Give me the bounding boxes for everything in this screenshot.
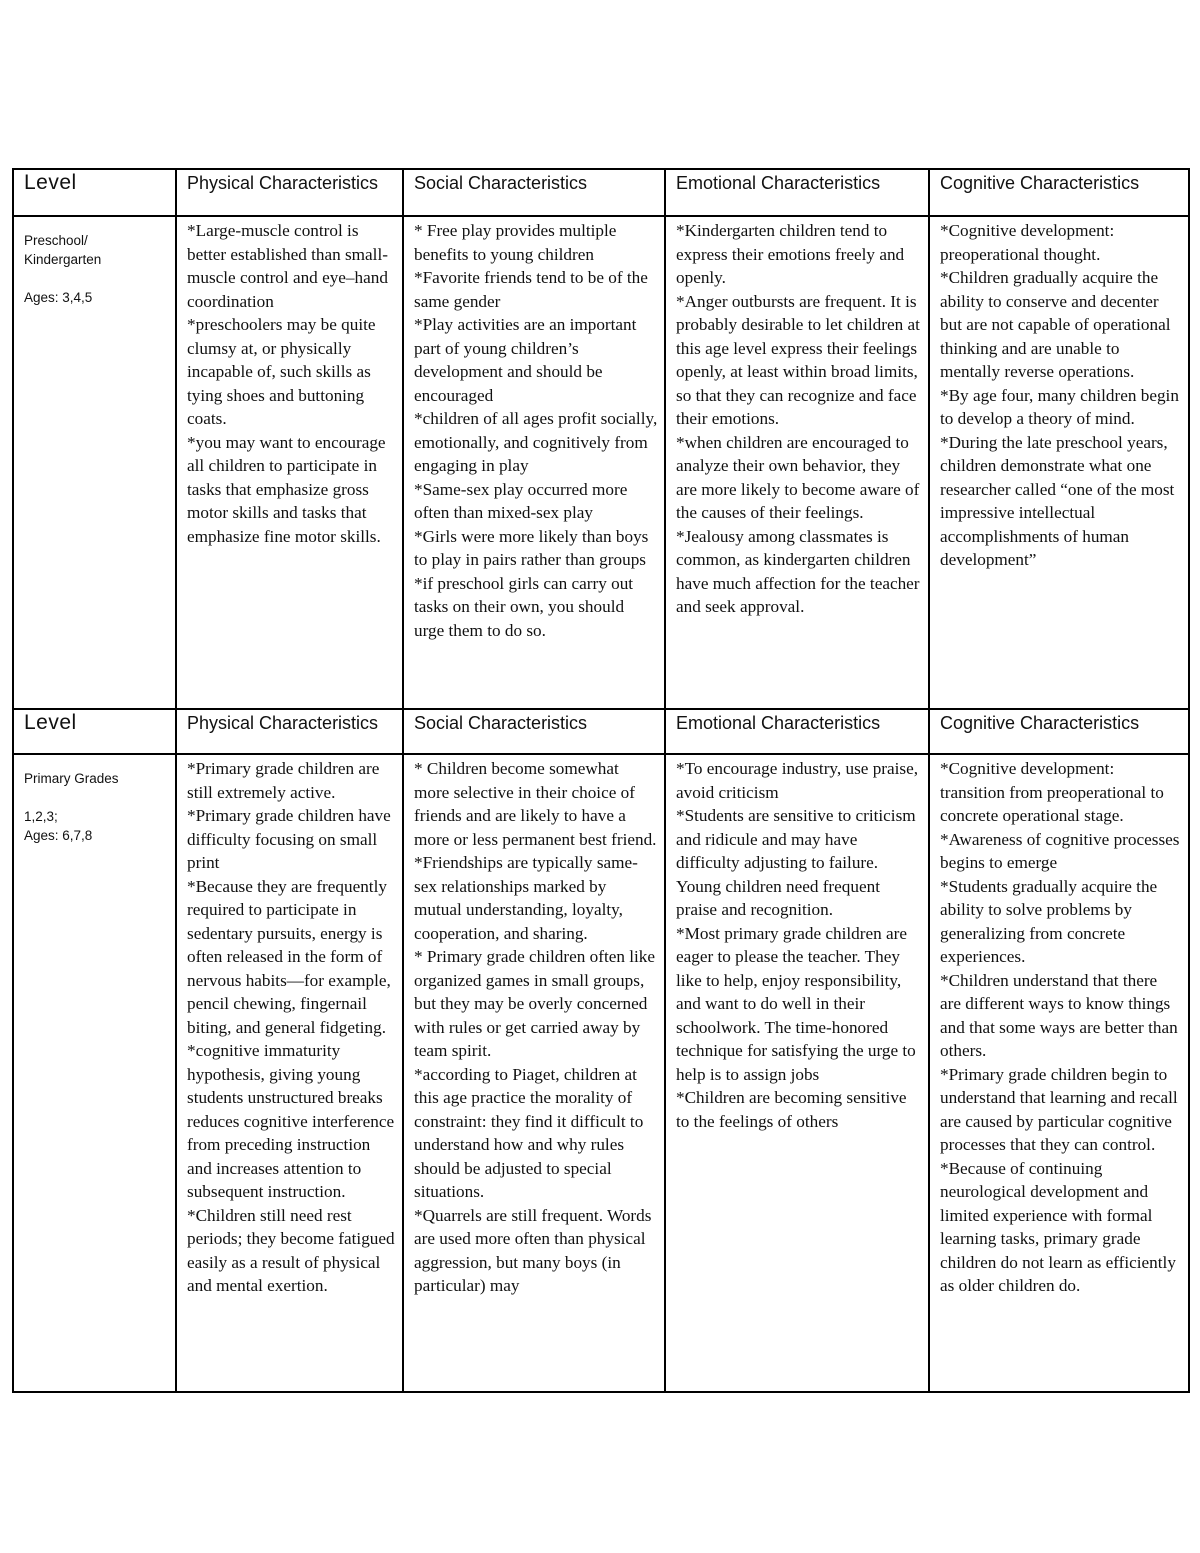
physical-cell	[176, 754, 403, 1392]
bullet-item: *preschoolers may be quite clumsy at, or physically incapable of, such skills as tying shoes and buttoning coats.	[187, 315, 376, 428]
bullet-item: *Quarrels are still frequent. Words are used more often than physical aggression, but many boys (in particular) may	[414, 1205, 652, 1295]
bullet-item: *Because of continuing neurological development and limited experience with formal learning tasks, primary grade children do not learn as efficiently as older children do.	[940, 1158, 1176, 1295]
level-cell	[13, 754, 176, 1392]
bullet-item: *Favorite friends tend to be of the same gender	[414, 268, 648, 311]
bullet-item: *Primary grade children have difficulty focusing on small print	[187, 806, 391, 872]
bullet-item: *Anger outbursts are frequent. It is probably desirable to let children at this age level express their feelings openly, at least within broad limits, so that they can recognize and face their emotions.	[676, 291, 920, 428]
header-cognitive: Cognitive Characteristics	[929, 709, 1189, 754]
bullet-item: *Kindergarten children tend to express their emotions freely and openly.	[676, 221, 905, 287]
level-ages: Ages: 3,4,5	[24, 290, 93, 305]
bullet-item: *Cognitive development: preoperational thought.	[940, 221, 1115, 264]
table-row	[13, 216, 1189, 709]
bullet-item: *Same-sex play occurred more often than mixed-sex play	[414, 479, 628, 522]
table-row	[13, 754, 1189, 1392]
level-name: Preschool/ Kindergarten	[24, 233, 102, 267]
development-characteristics-table	[12, 168, 1190, 1393]
bullet-item: *Students are sensitive to criticism and ridicule and may have difficulty adjusting to failure. Young children need frequent praise and recognition.	[676, 806, 916, 919]
bullet-item: *you may want to encourage all children to participate in tasks that emphasize gross motor skills and tasks that emphasize fine motor skills.	[187, 432, 386, 546]
bullet-item: *Primary grade children begin to understand that learning and recall are caused by particular cognitive processes that they can control.	[940, 1064, 1178, 1154]
header-cognitive: Cognitive Characteristics	[929, 169, 1189, 216]
bullet-item: *Most primary grade children are eager to please the teacher. They like to help, enjoy responsibility, and want to do well in their schoolwork. The time-honored technique for satisfying the urge to help is to assign jobs	[676, 923, 916, 1084]
header-social: Social Characteristics	[403, 169, 665, 216]
level-cell	[13, 216, 176, 709]
bullet-item: *Students gradually acquire the ability to solve problems by generalizing from concrete experiences.	[940, 876, 1158, 966]
level-name: Primary Grades	[24, 771, 119, 786]
bullet-item: *Jealousy among classmates is common, as kindergarten children have much affection for the teacher and seek approval.	[676, 526, 920, 616]
header-physical: Physical Characteristics	[176, 709, 403, 754]
bullet-item: *Girls were more likely than boys to play in pairs rather than groups	[414, 526, 649, 569]
bullet-item: *according to Piaget, children at this age practice the morality of constraint: they find it difficult to understand how and why rules should be adjusted to special situations.	[414, 1064, 644, 1201]
bullet-item: *when children are encouraged to analyze their own behavior, they are more likely to become aware of the causes of their feelings.	[676, 432, 920, 522]
bullet-item: *children of all ages profit socially, emotionally, and cognitively from engaging in play	[414, 409, 658, 475]
bullet-item: *Friendships are typically same-sex relationships marked by mutual understanding, loyalty, cooperation, and sharing.	[414, 853, 638, 943]
bullet-item: * Free play provides multiple benefits to young children	[414, 221, 617, 264]
bullet-item: *cognitive immaturity hypothesis, giving young students unstructured breaks reduces cognitive interference from preceding instruction and increases attention to subsequent instruction.	[187, 1041, 395, 1201]
header-physical: Physical Characteristics	[176, 169, 403, 216]
bullet-item: *During the late preschool years, children demonstrate what one researcher called “one of the most impressive intellectual accomplishments of human development”	[940, 432, 1175, 569]
header-level: Level	[13, 709, 176, 754]
header-level: Level	[13, 169, 176, 216]
header-row	[13, 169, 1189, 216]
bullet-item: *Children gradually acquire the ability to conserve and decenter but are not capable of operational thinking and are unable to mentally reverse operations.	[940, 268, 1171, 381]
bullet-item: *Large-muscle control is better established than small-muscle control and eye–hand coordination	[187, 221, 388, 311]
emotional-cell	[665, 216, 929, 709]
bullet-item: *Cognitive development: transition from preoperational to concrete operational stage.	[940, 759, 1164, 825]
bullet-item: *Play activities are an important part of young children’s development and should be encouraged	[414, 315, 637, 405]
header-emotional: Emotional Characteristics	[665, 709, 929, 754]
physical-cell	[176, 216, 403, 709]
bullet-item: *By age four, many children begin to develop a theory of mind.	[940, 385, 1179, 428]
bullet-item: *if preschool girls can carry out tasks on their own, you should urge them to do so.	[414, 573, 634, 640]
bullet-item: *Children still need rest periods; they become fatigued easily as a result of physical and mental exertion.	[187, 1205, 395, 1295]
bullet-item: *Primary grade children are still extremely active.	[187, 759, 380, 802]
header-row	[13, 709, 1189, 754]
bullet-item: *Children are becoming sensitive to the feelings of others	[676, 1088, 907, 1131]
cognitive-cell	[929, 754, 1189, 1392]
emotional-cell	[665, 754, 929, 1392]
bullet-item: *Awareness of cognitive processes begins to emerge	[940, 829, 1180, 872]
bullet-item: *To encourage industry, use praise, avoid criticism	[676, 759, 919, 802]
header-emotional: Emotional Characteristics	[665, 169, 929, 216]
social-cell	[403, 754, 665, 1392]
bullet-item: *Because they are frequently required to participate in sedentary pursuits, energy is often released in the form of nervous habits—for example, pencil chewing, fingernail biting, and general fidgeting.	[187, 876, 391, 1037]
level-ages: 1,2,3; Ages: 6,7,8	[24, 809, 93, 843]
bullet-item: * Primary grade children often like organized games in small groups, but they may be overly concerned with rules or get carried away by team spirit.	[414, 947, 656, 1060]
header-social: Social Characteristics	[403, 709, 665, 754]
bullet-item: * Children become somewhat more selective in their choice of friends and are likely to have a more or less permanent best friend.	[414, 759, 657, 849]
cognitive-cell	[929, 216, 1189, 709]
social-cell	[403, 216, 665, 709]
bullet-item: *Children understand that there are different ways to know things and that some ways are better than others.	[940, 970, 1178, 1060]
